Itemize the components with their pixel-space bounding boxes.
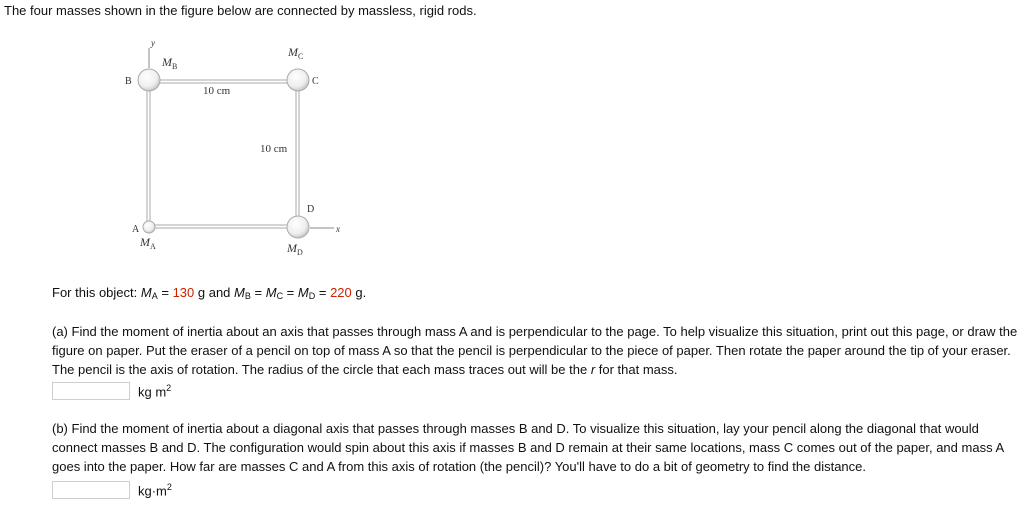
mass-label-a: $M_A$ — [140, 235, 156, 251]
answer-a-unit: kg $m^2$ — [138, 382, 172, 400]
mass-label-b: $M_B$ — [162, 55, 178, 71]
y-axis-label: y — [151, 38, 155, 48]
dimension-top: 10 cm — [203, 85, 231, 97]
problem-intro: The four masses shown in the figure below are connected by massless, rigid rods. — [4, 3, 477, 18]
point-label-a: A — [132, 224, 140, 235]
answer-b-row — [52, 480, 172, 500]
answer-a-row — [52, 381, 171, 401]
answer-b-input[interactable] — [52, 481, 130, 499]
mass-c-ball — [287, 69, 309, 91]
given-values: For this object: $M_A = 130$ g and $M_B = M_C = M_D = 220$ g. — [52, 285, 367, 301]
answer-a-input[interactable] — [52, 382, 130, 400]
x-axis-label: x — [336, 224, 340, 234]
mass-b-ball — [138, 69, 160, 91]
question-a-text: (a) Find the moment of inertia about an axis that passes through mass A and is perpendicular to the page. To help visualize this situation, print out this page, or draw the figure on paper. Put the eraser of a pencil on top of mass A so that the pencil is perpendicular to the piece of paper. Then rotate the paper around the tip of your eraser. The pencil is the axis of rotation. The radius of the circle that each mass traces out will be the r for that mass. — [52, 324, 1018, 377]
point-label-d: D — [307, 204, 315, 215]
mass-a-ball — [143, 221, 155, 233]
mass-a-value: 130 — [172, 285, 195, 300]
mass-label-d: $M_D$ — [287, 241, 303, 257]
question-b-text: (b) Find the moment of inertia about a diagonal axis that passes through masses B and D. To visualize this situation, lay your pencil along the diagonal that would connect masses B and D. The configuration would spin about this axis if masses B and D remain at their same locations, mass C comes out of the paper, and mass A goes into the paper. How far are masses C and A from this axis of rotation (the pencil)? You'll have to do a bit of geometry to find the distance. — [52, 421, 1004, 474]
dimension-right: 10 cm — [260, 143, 288, 155]
point-label-b: B — [125, 76, 132, 87]
point-label-c: C — [312, 76, 319, 87]
mass-bcd-value: 220 — [330, 285, 352, 300]
mass-d-ball — [287, 216, 309, 238]
answer-b-unit: $kg\cdot m^2$ — [138, 481, 172, 499]
mass-label-c: $M_C$ — [288, 45, 304, 61]
